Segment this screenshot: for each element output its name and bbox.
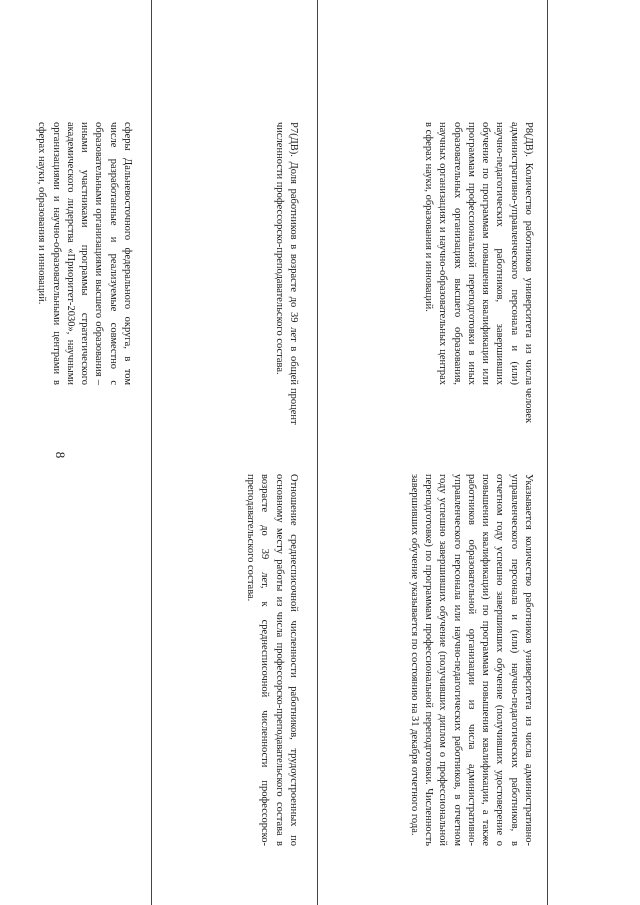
- row-1-indicator: сферы Дальневосточного федерального округа, в том числе разработанные и реализуемые совместно с образовательными организациями высшего образования – иными участниками программы стратегического академического лидерства «Приоритет-2030», научными организациями и научно-образовательными центрами в сферах науки, образования и инноваций.: [36, 122, 133, 385]
- row-3-description: Указывается количество работников университета из числа административно-управленческого персонала и (или) научно-педагогических работников, в отчетном году успешно завершивших обучение (получивших удостоверение о повышении квалификации) по программам повышения квалификации, а также работников образовательной организации из числа административно-управленческого персонала или научно-педагогических работников, в отчетном году успешно завершивших обучение (получивших диплом о профессиональной переподготовке) по программам профессиональной переподготовки. Численность завершивших обучение указывается по состоянию на 31 декабря отчетного года.: [408, 474, 534, 846]
- page-number: 8: [53, 451, 68, 459]
- row-3-indicator: P8(ДВ). Количество работников университета из числа административно-управленческого персонала и (или) научно-педагогических работников, завершивших обучение по программам повышения квалификации или программам профессиональной переподготовки в иных образовательных организациях высшего образования, научных организациях и научно-образовательных центрах в сферах науки, образования и инноваций.: [422, 122, 534, 385]
- row-2-indicator: P7(ДВ). Доля работников в возрасте до 39 лет в общей численности профессорско-преподавательского состава.: [273, 122, 299, 385]
- row-divider: [151, 0, 152, 905]
- row-3-unit: человек: [523, 388, 534, 424]
- row-divider: [317, 0, 318, 905]
- table-bottom-rule: [547, 0, 548, 905]
- row-2-description: Отношение среднесписочной численности работников, трудоустроенных по основному месту работы из числа профессорско-преподавательского состава в возрасте до 39 лет, к среднесписочной численности профессорско-преподавательского состава.: [245, 474, 299, 846]
- row-2-unit: процент: [288, 388, 299, 425]
